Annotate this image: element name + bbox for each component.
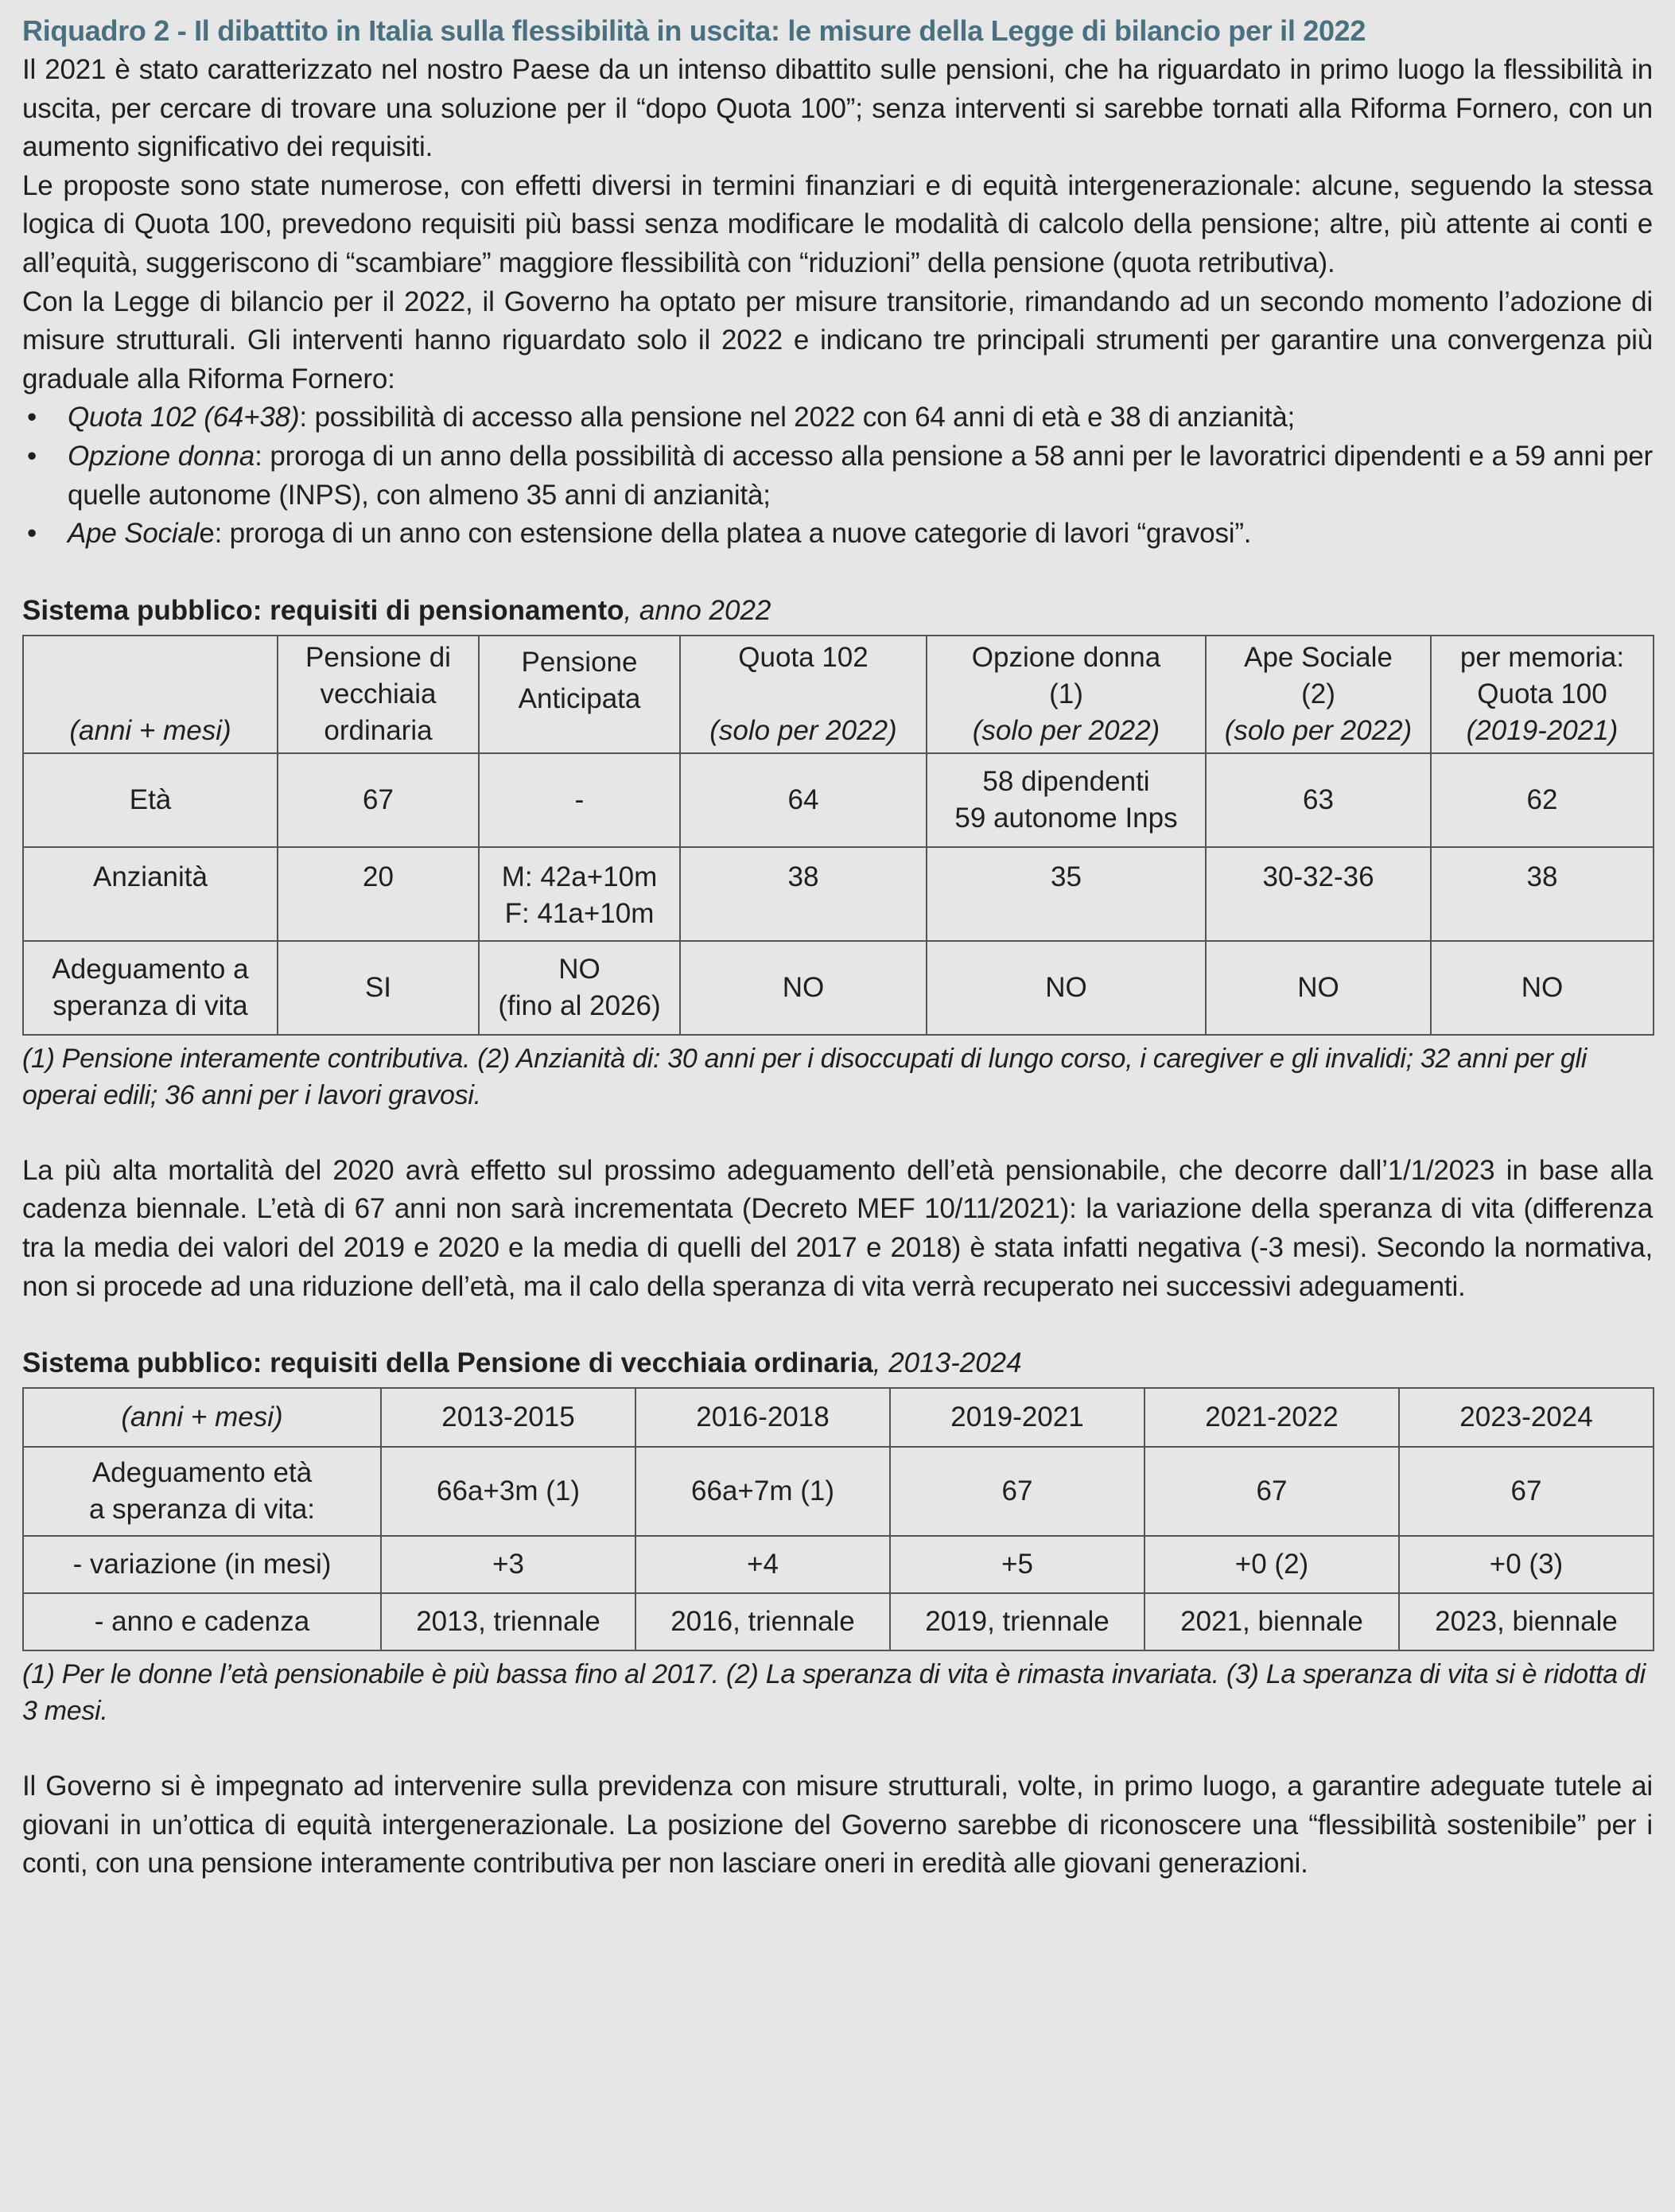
list-item-text: : proroga di un anno della possibilità di accesso alla pensione a 58 anni per le lavoratrici dipendenti e a 59 anni per quelle autonome (INPS), con almeno 35 anni di anzianità; xyxy=(68,440,1654,511)
col-header: 2023-2024 xyxy=(1399,1388,1654,1447)
table-cell: NO xyxy=(1206,941,1431,1035)
unit-label: (anni + mesi) xyxy=(23,1388,381,1447)
table-cell: NO xyxy=(1431,941,1654,1035)
table-row xyxy=(23,1447,1654,1536)
list-item xyxy=(22,515,1653,554)
paragraph-5: Il Governo si è impegnato ad intervenire sulla previdenza con misure strutturali, volte, in primo luogo, a garantire adeguate tutele ai giovani in un’ottica di equità intergenerazionale. La posizione del Governo sarebbe di riconoscere una “flessibilità sostenibile” per i conti, con una pensione interamente contributiva per non lasciare oneri in eredità alle giovani generazioni. xyxy=(22,1771,1653,1880)
old-age-pension-table xyxy=(22,1387,1654,1651)
list-item-term: Ape Social xyxy=(68,518,200,550)
bullet-icon: • xyxy=(27,518,37,550)
table-header-row xyxy=(23,1388,1654,1447)
col-header: Pensione Anticipata xyxy=(479,636,680,753)
list-item xyxy=(22,398,1653,437)
table-cell: 30-32-36 xyxy=(1206,847,1431,941)
box-title: Riquadro 2 - Il dibattito in Italia sulla flessibilità in uscita: le misure della Legge di bilancio per il 2022 xyxy=(22,14,1366,47)
col-header: 2013-2015 xyxy=(381,1388,635,1447)
table-cell: 2023, biennale xyxy=(1399,1593,1654,1650)
table-cell: 2013, triennale xyxy=(381,1593,635,1650)
row-label: - variazione (in mesi) xyxy=(23,1536,381,1593)
table-row xyxy=(23,1536,1654,1593)
col-header: 2016-2018 xyxy=(635,1388,890,1447)
table-cell: +5 xyxy=(890,1536,1145,1593)
table-cell: 67 xyxy=(1145,1447,1399,1536)
table1-footnote: (1) Pensione interamente contributiva. (2) Anzianità di: 30 anni per i disoccupati di lungo corso, i caregiver e gli invalidi; 32 anni per gli operai edili; 36 anni per i lavori gravosi. xyxy=(22,1043,1588,1110)
table-cell: 38 xyxy=(680,847,927,941)
col-header: Opzione donna (1) (solo per 2022) xyxy=(927,636,1206,753)
col-header: 2021-2022 xyxy=(1145,1388,1399,1447)
paragraph-3: Con la Legge di bilancio per il 2022, il Governo ha optato per misure transitorie, rimandando ad un secondo momento l’adozione di misure strutturali. Gli interventi hanno riguardato solo il 2022 e indicano tre principali strumenti per garantire una convergenza più graduale alla Riforma Fornero: xyxy=(22,286,1653,395)
table-cell: 35 xyxy=(927,847,1206,941)
row-label: - anno e cadenza xyxy=(23,1593,381,1650)
table-cell: 67 xyxy=(278,753,479,847)
col-header: 2019-2021 xyxy=(890,1388,1145,1447)
row-label: Adeguamento età a speranza di vita: xyxy=(23,1447,381,1536)
table-cell: 66a+3m (1) xyxy=(381,1447,635,1536)
table2-title: Sistema pubblico: requisiti della Pensione di vecchiaia ordinaria, 2013-2024 xyxy=(22,1347,1022,1379)
table-cell: +0 (3) xyxy=(1399,1536,1654,1593)
table-cell: 66a+7m (1) xyxy=(635,1447,890,1536)
paragraph-4: La più alta mortalità del 2020 avrà effetto sul prossimo adeguamento dell’età pensionabile, che decorre dall’1/1/2023 in base alla cadenza biennale. L’età di 67 anni non sarà incrementata (Decreto MEF 10/11/2021): la variazione della speranza di vita (differenza tra la media dei valori del 2019 e 2020 e la media di quelli del 2017 e 2018) è stata infatti negativa (-3 mesi). Secondo la normativa, non si procede ad una riduzione dell’età, ma il calo della speranza di vita verrà recuperato nei successivi adeguamenti. xyxy=(22,1154,1653,1302)
table-cell: +3 xyxy=(381,1536,635,1593)
col-header: Ape Sociale (2) (solo per 2022) xyxy=(1206,636,1431,753)
paragraph-1: Il 2021 è stato caratterizzato nel nostro Paese da un intenso dibattito sulle pensioni, che ha riguardato in primo luogo la flessibilità in uscita, per cercare di trovare una soluzione per il “dopo Quota 100”; senza interventi si sarebbe tornati alla Riforma Fornero, con un aumento significativo dei requisiti. xyxy=(22,54,1653,163)
table-cell: M: 42a+10m F: 41a+10m xyxy=(479,847,680,941)
table-cell: 2016, triennale xyxy=(635,1593,890,1650)
table-header-row xyxy=(23,636,1654,753)
table-cell: NO (fino al 2026) xyxy=(479,941,680,1035)
table-cell: 58 dipendenti 59 autonome Inps xyxy=(927,753,1206,847)
table-cell: NO xyxy=(927,941,1206,1035)
table-cell: 64 xyxy=(680,753,927,847)
col-header: Pensione di vecchiaia ordinaria xyxy=(278,636,479,753)
unit-label: (anni + mesi) xyxy=(23,636,278,753)
table-cell: +4 xyxy=(635,1536,890,1593)
list-item-text: e: proroga di un anno con estensione della platea a nuove categorie di lavori “gravosi”. xyxy=(199,518,1252,550)
table-cell: 20 xyxy=(278,847,479,941)
measures-list xyxy=(22,398,1653,553)
table-row xyxy=(23,941,1654,1035)
table-cell: 67 xyxy=(1399,1447,1654,1536)
table-row xyxy=(23,1593,1654,1650)
bullet-icon: • xyxy=(27,402,37,433)
table1-title: Sistema pubblico: requisiti di pensionamento, anno 2022 xyxy=(22,594,771,626)
row-label: Adeguamento a speranza di vita xyxy=(23,941,278,1035)
bullet-icon: • xyxy=(27,440,37,472)
list-item-term: Opzione donna xyxy=(68,440,255,472)
col-header: per memoria: Quota 100 (2019-2021) xyxy=(1431,636,1654,753)
row-label: Età xyxy=(23,753,278,847)
table-cell: 63 xyxy=(1206,753,1431,847)
requirements-table-2022 xyxy=(22,635,1654,1036)
table-cell: 62 xyxy=(1431,753,1654,847)
table-row xyxy=(23,753,1654,847)
table-cell: 38 xyxy=(1431,847,1654,941)
list-item-term: Quota 102 (64+38) xyxy=(68,402,300,433)
table-cell: 2019, triennale xyxy=(890,1593,1145,1650)
list-item xyxy=(22,437,1653,515)
table-cell: +0 (2) xyxy=(1145,1536,1399,1593)
table-cell: NO xyxy=(680,941,927,1035)
table-cell: 2021, biennale xyxy=(1145,1593,1399,1650)
list-item-text: : possibilità di accesso alla pensione nel 2022 con 64 anni di età e 38 di anzianità; xyxy=(299,402,1296,433)
col-header: Quota 102 (solo per 2022) xyxy=(680,636,927,753)
row-label: Anzianità xyxy=(23,847,278,941)
table-row xyxy=(23,847,1654,941)
paragraph-2: Le proposte sono state numerose, con effetti diversi in termini finanziari e di equità intergenerazionale: alcune, seguendo la stessa logica di Quota 100, prevedono requisiti più bassi senza modificare le modalità di calcolo della pensione; altre, più attente ai conti e all’equità, suggeriscono di “scambiare” maggiore flessibilità con “riduzioni” della pensione (quota retributiva). xyxy=(22,169,1653,278)
table-cell: 67 xyxy=(890,1447,1145,1536)
table-cell: SI xyxy=(278,941,479,1035)
table2-footnote: (1) Per le donne l’età pensionabile è più bassa fino al 2017. (2) La speranza di vita è rimasta invariata. (3) La speranza di vita si è ridotta di 3 mesi. xyxy=(22,1659,1646,1727)
table-cell: - xyxy=(479,753,680,847)
